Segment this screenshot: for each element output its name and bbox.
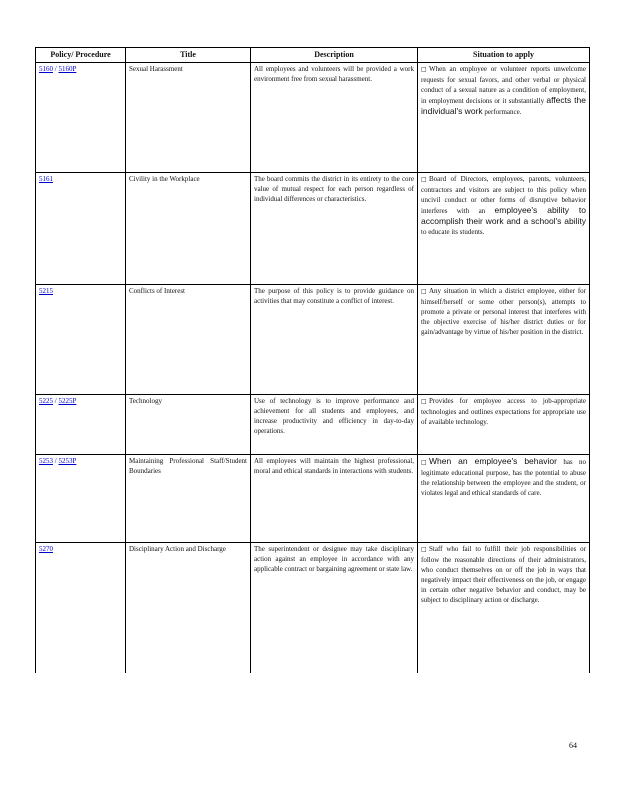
title-cell: Conflicts of Interest	[126, 285, 251, 395]
description-cell: The board commits the district in its entirety to the core value of mutual respect for each person regardless of individual differences or characteristics.	[251, 173, 418, 285]
situation-text: Any situation in which a district employee, either for himself/herself or some other person(s), attempts to promote a private or personal interest that interferes with the objective exercise of his/her district duties or for gain/advantage by virtue of his/her position in the district.	[421, 287, 586, 336]
header-situation: Situation to apply	[418, 48, 590, 63]
description-cell: The superintendent or designee may take disciplinary action against an employee in accordance with any applicable contract or bargaining agreement or state law.	[251, 543, 418, 673]
situation-cell	[418, 285, 590, 395]
situation-cell	[418, 63, 590, 173]
title-cell: Sexual Harassment	[126, 63, 251, 173]
title-cell: Disciplinary Action and Discharge	[126, 543, 251, 673]
situation-text: Staff who fail to fulfill their job responsibilities or follow the reasonable directions of their administrators, who conduct themselves on or off the job in ways that negatively impact their effectiveness on the job, or engage in certain other negative behavior and conduct, may be subject to disciplinary action or discharge.	[421, 545, 586, 604]
policy-separator: /	[53, 457, 59, 465]
situation-cell	[418, 173, 590, 285]
page-number: 64	[569, 741, 577, 750]
table-row	[36, 455, 590, 543]
situation-text: performance.	[484, 108, 522, 116]
policy-link[interactable]: 5270	[39, 545, 53, 553]
policy-link[interactable]: 5225	[39, 397, 53, 405]
policy-separator: /	[53, 397, 59, 405]
policy-link[interactable]: 5215	[39, 287, 53, 295]
checkbox-bullet-icon: □	[421, 546, 427, 553]
policy-separator: /	[53, 65, 59, 73]
checkbox-bullet-icon: □	[421, 459, 427, 466]
situation-text: employee's ability to accomplish their work and a school's ability	[421, 205, 587, 226]
situation-cell	[418, 543, 590, 673]
description-cell: All employees and volunteers will be provided a work environment free from sexual harassment.	[251, 63, 418, 173]
checkbox-bullet-icon: □	[421, 176, 427, 183]
policy-cell	[36, 63, 126, 173]
situation-cell	[418, 395, 590, 455]
table-row	[36, 285, 590, 395]
checkbox-bullet-icon: □	[421, 288, 427, 295]
description-cell: All employees will maintain the highest professional, moral and ethical standards in interactions with students.	[251, 455, 418, 543]
policy-cell	[36, 173, 126, 285]
situation-cell	[418, 455, 590, 543]
table-row	[36, 173, 590, 285]
policy-link[interactable]: 5160	[39, 65, 53, 73]
table-row	[36, 395, 590, 455]
checkbox-bullet-icon: □	[421, 398, 427, 405]
title-cell: Maintaining Professional Staff/Student Boundaries	[126, 455, 251, 543]
procedure-link[interactable]: 5253P	[58, 457, 77, 465]
policy-table	[35, 47, 590, 673]
situation-text: When an employee's behavior	[429, 456, 557, 466]
situation-text: has no legitimate educational purpose, has the potential to abuse the relationship between the employee and the student, or violates legal and ethical standards of care.	[421, 458, 587, 497]
policy-cell	[36, 455, 126, 543]
procedure-link[interactable]: 5160P	[58, 65, 77, 73]
table-header-row	[36, 48, 590, 63]
policy-link[interactable]: 5253	[39, 457, 53, 465]
situation-text: Provides for employee access to job-appropriate technologies and outlines expectations for appropriate use of available technology.	[421, 397, 586, 426]
header-title: Title	[126, 48, 251, 63]
description-cell: Use of technology is to improve performance and achievement for all students and employees, and increase productivity and efficiency in day-to-day operations.	[251, 395, 418, 455]
table-row	[36, 543, 590, 673]
policy-cell	[36, 395, 126, 455]
situation-text: to educate its students.	[421, 228, 485, 236]
situation-text: affects the individual's work	[421, 95, 586, 116]
situation-text: Board of Directors, employees, parents, volunteers, contractors and visitors are subject to this policy when uncivil conduct or other forms of disruptive behavior interferes with an	[421, 175, 586, 215]
table-row	[36, 63, 590, 173]
policy-cell	[36, 543, 126, 673]
policy-link[interactable]: 5161	[39, 175, 53, 183]
header-description: Description	[251, 48, 418, 63]
situation-text: When an employee or volunteer reports unwelcome requests for sexual favors, and other verbal or physical conduct of a sexual nature as a condition of employment, in employment decisions or it substantially	[421, 65, 586, 105]
policy-cell	[36, 285, 126, 395]
header-policy: Policy/ Procedure	[36, 48, 126, 63]
checkbox-bullet-icon: □	[421, 66, 427, 73]
title-cell: Technology	[126, 395, 251, 455]
title-cell: Civility in the Workplace	[126, 173, 251, 285]
description-cell: The purpose of this policy is to provide guidance on activities that may constitute a conflict of interest.	[251, 285, 418, 395]
procedure-link[interactable]: 5225P	[58, 397, 77, 405]
